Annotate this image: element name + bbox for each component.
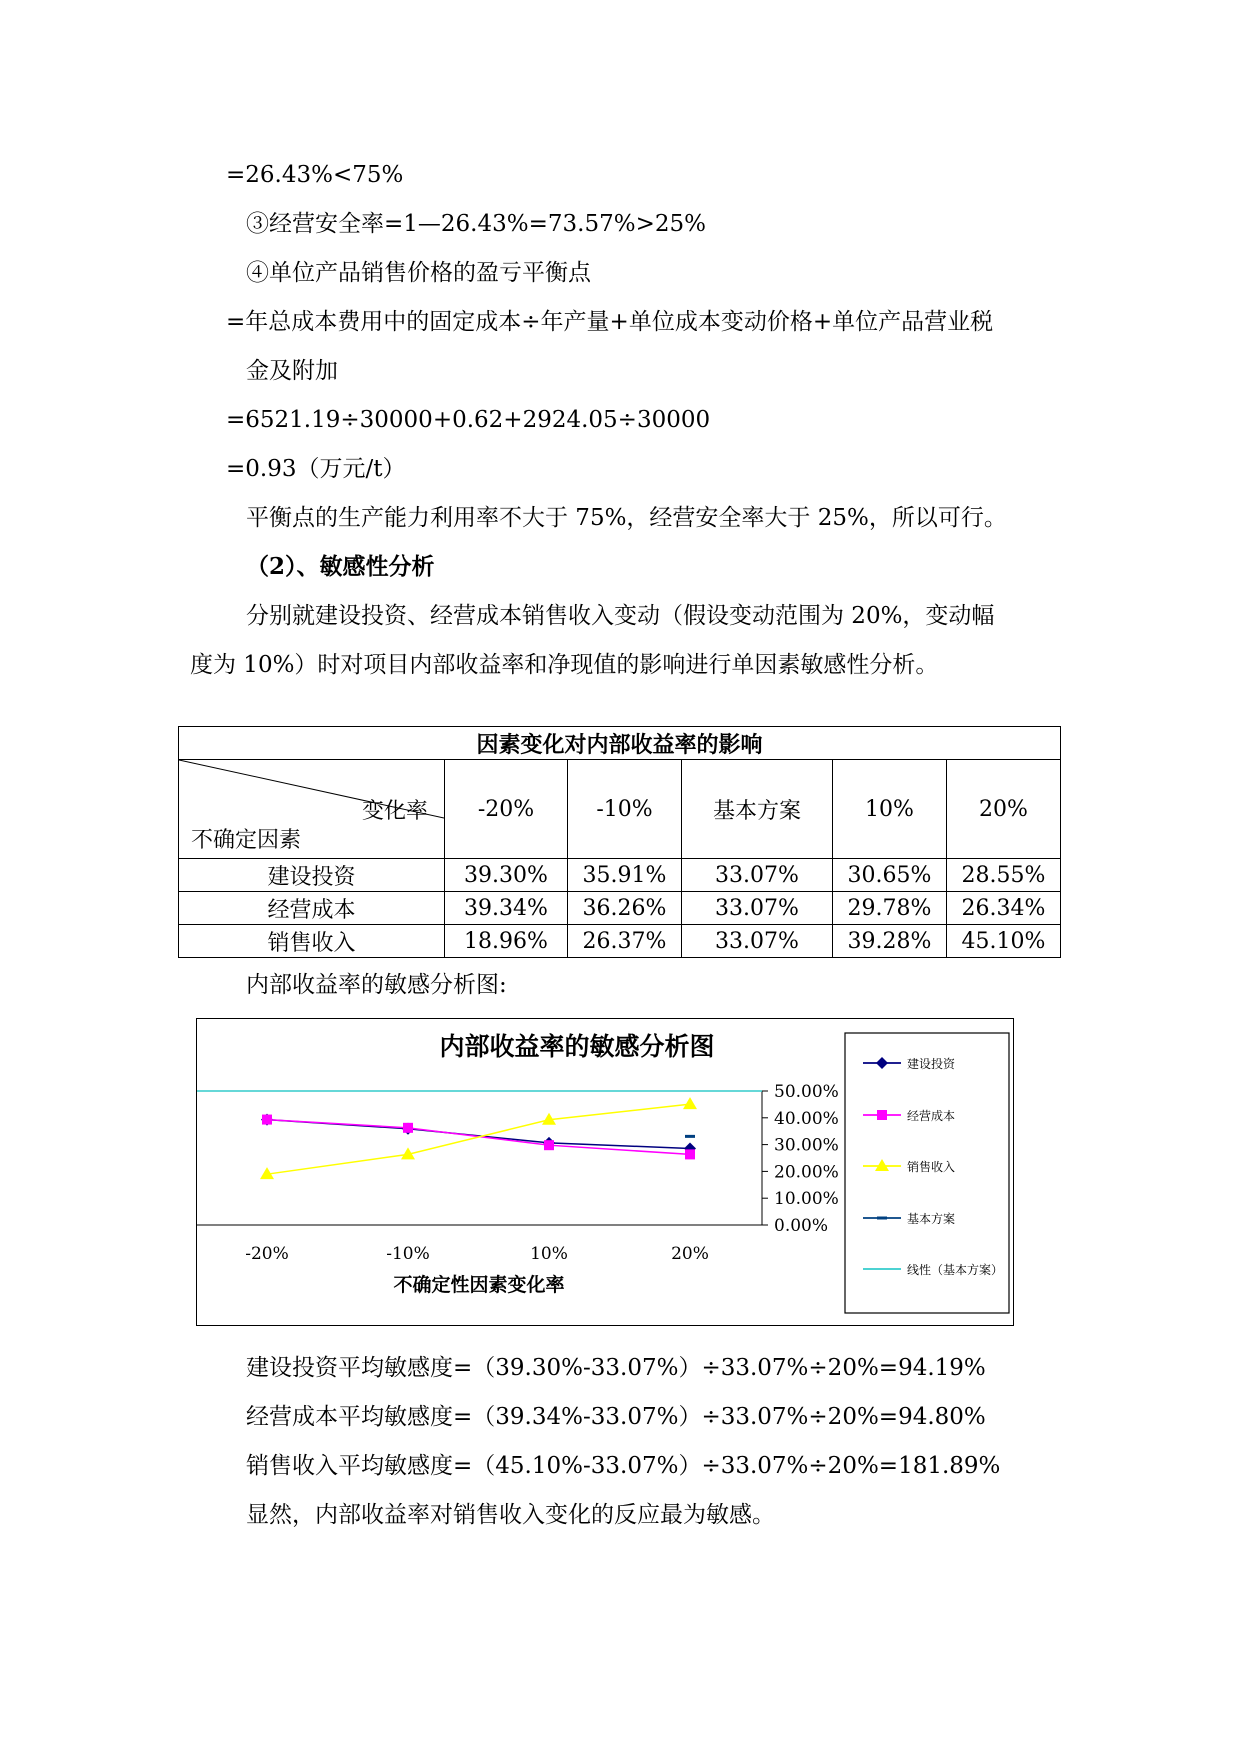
- sensitivity-line-4: 显然，内部收益率对销售收入变化的反应最为敏感。: [246, 1502, 775, 1528]
- row-label: 建设投资: [179, 859, 445, 892]
- y-tick-label: 30.00%: [774, 1135, 839, 1156]
- table-row: [179, 892, 1061, 925]
- row-label: 销售收入: [179, 925, 445, 958]
- table-cell: 33.07%: [682, 859, 833, 892]
- x-tick-label: -20%: [245, 1244, 289, 1264]
- table-cell: 30.65%: [833, 859, 947, 892]
- table-header-cell: 20%: [947, 760, 1061, 859]
- x-tick-label: 20%: [671, 1244, 709, 1264]
- text-line-8: 平衡点的生产能力利用率不大于 75%，经营安全率大于 25%，所以可行。: [246, 505, 1007, 531]
- section-heading: （2）、敏感性分析: [246, 553, 435, 580]
- legend-label: 基本方案: [907, 1212, 956, 1226]
- legend-label: 建设投资: [907, 1057, 956, 1071]
- table-cell: 29.78%: [833, 892, 947, 925]
- series-point: [685, 1149, 695, 1159]
- table-cell: 26.37%: [568, 925, 682, 958]
- text-line-2: ③经营安全率=1—26.43%=73.57%>25%: [246, 211, 706, 237]
- table-cell: 33.07%: [682, 925, 833, 958]
- sensitivity-table: [178, 726, 1061, 958]
- corner-bottom-label: 不确定因素: [191, 828, 302, 853]
- x-axis-title: 不确定性因素变化率: [393, 1274, 565, 1296]
- table-cell: 26.34%: [947, 892, 1061, 925]
- y-tick-label: 20.00%: [774, 1162, 839, 1183]
- table-cell: 39.28%: [833, 925, 947, 958]
- sensitivity-line-3: 销售收入平均敏感度=（45.10%-33.07%）÷33.07%÷20%=181.89%: [246, 1453, 1001, 1479]
- table-header-cell: 10%: [833, 760, 947, 859]
- y-tick-label: 40.00%: [774, 1108, 839, 1129]
- legend-label: 经营成本: [907, 1109, 956, 1123]
- series-point: [262, 1115, 272, 1125]
- chart-svg: [197, 1019, 1015, 1327]
- table-corner-cell: [179, 760, 445, 859]
- legend-swatch-marker: [877, 1217, 887, 1220]
- series-line: [267, 1104, 690, 1174]
- text-line-11: 度为 10%）时对项目内部收益率和净现值的影响进行单因素敏感性分析。: [190, 652, 939, 678]
- chart-caption: 内部收益率的敏感分析图:: [246, 972, 507, 998]
- sensitivity-line-1: 建设投资平均敏感度=（39.30%-33.07%）÷33.07%÷20%=94.19%: [246, 1355, 986, 1381]
- table-row: [179, 859, 1061, 892]
- table-cell: 28.55%: [947, 859, 1061, 892]
- y-tick-label: 10.00%: [774, 1189, 839, 1210]
- corner-top-label: 变化率: [361, 799, 428, 824]
- series-point: [685, 1135, 695, 1138]
- text-line-4: =年总成本费用中的固定成本÷年产量+单位成本变动价格+单位产品营业税: [226, 309, 994, 335]
- table-cell: 35.91%: [568, 859, 682, 892]
- x-tick-label: 10%: [530, 1244, 568, 1264]
- legend-label: 线性（基本方案）: [907, 1263, 1004, 1277]
- text-line-7: =0.93（万元/t）: [226, 456, 406, 482]
- table-header-cell: 基本方案: [682, 760, 833, 859]
- text-line-1: =26.43%<75%: [226, 162, 404, 188]
- table-cell: 45.10%: [947, 925, 1061, 958]
- series-point: [544, 1140, 554, 1150]
- chart-title: 内部收益率的敏感分析图: [439, 1032, 715, 1061]
- row-label: 经营成本: [179, 892, 445, 925]
- table-header-cell: -10%: [568, 760, 682, 859]
- irr-sensitivity-chart: [196, 1018, 1014, 1326]
- table-row: [179, 925, 1061, 958]
- table-cell: 39.30%: [445, 859, 568, 892]
- table-cell: 36.26%: [568, 892, 682, 925]
- series-point: [683, 1097, 697, 1109]
- series-point: [403, 1123, 413, 1133]
- text-line-10: 分别就建设投资、经营成本销售收入变动（假设变动范围为 20%，变动幅: [246, 603, 995, 629]
- text-line-6: =6521.19÷30000+0.62+2924.05÷30000: [226, 407, 711, 433]
- table-title: 因素变化对内部收益率的影响: [179, 727, 1061, 760]
- text-line-3: ④单位产品销售价格的盈亏平衡点: [246, 260, 591, 286]
- x-tick-label: -10%: [386, 1244, 430, 1264]
- y-tick-label: 0.00%: [774, 1216, 829, 1236]
- table-cell: 39.34%: [445, 892, 568, 925]
- table-cell: 33.07%: [682, 892, 833, 925]
- sensitivity-line-2: 经营成本平均敏感度=（39.34%-33.07%）÷33.07%÷20%=94.80%: [246, 1404, 986, 1430]
- y-tick-label: 50.00%: [774, 1082, 839, 1102]
- table-cell: 18.96%: [445, 925, 568, 958]
- text-line-5: 金及附加: [246, 358, 338, 384]
- legend-label: 销售收入: [907, 1160, 956, 1174]
- table-header-cell: -20%: [445, 760, 568, 859]
- legend-swatch-marker: [877, 1110, 887, 1120]
